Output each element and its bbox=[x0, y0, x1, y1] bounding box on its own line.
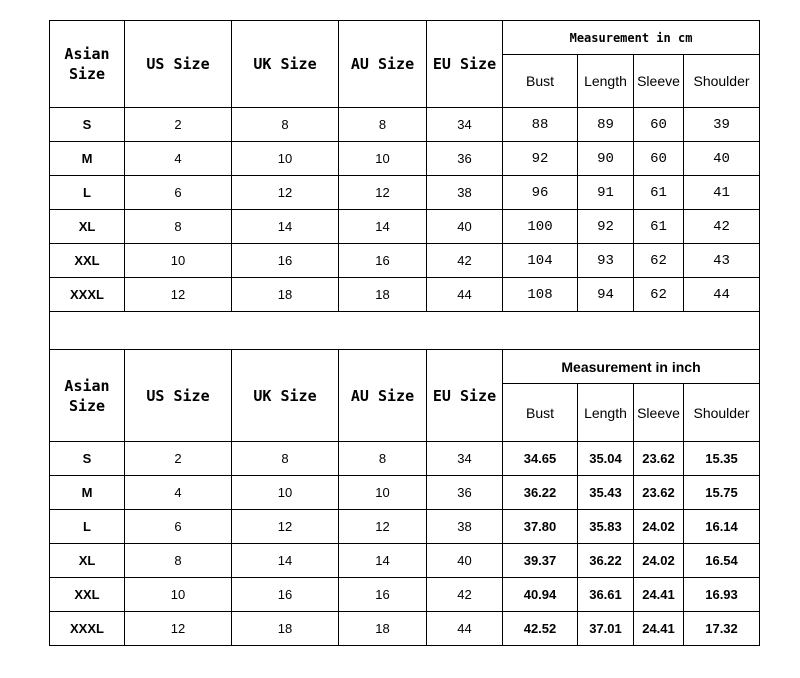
cell-eu-size: 34 bbox=[427, 442, 503, 476]
cell-shoulder: 39 bbox=[684, 108, 760, 142]
cell-us-size: 10 bbox=[125, 244, 232, 278]
cell-asian-size: XXL bbox=[50, 578, 125, 612]
header-measurement-cm: Measurement in cm bbox=[503, 21, 760, 55]
cell-us-size: 8 bbox=[125, 210, 232, 244]
cell-sleeve: 23.62 bbox=[634, 476, 684, 510]
cell-us-size: 12 bbox=[125, 278, 232, 312]
cell-shoulder: 43 bbox=[684, 244, 760, 278]
header-shoulder: Shoulder bbox=[684, 55, 760, 108]
cell-asian-size: M bbox=[50, 142, 125, 176]
cell-sleeve: 24.02 bbox=[634, 510, 684, 544]
table-row bbox=[50, 510, 760, 544]
cell-bust: 42.52 bbox=[503, 612, 578, 646]
cell-shoulder: 44 bbox=[684, 278, 760, 312]
cell-us-size: 4 bbox=[125, 142, 232, 176]
cell-length: 36.22 bbox=[578, 544, 634, 578]
header-shoulder: Shoulder bbox=[684, 384, 760, 442]
header-uk-size: UK Size bbox=[232, 350, 339, 442]
cell-eu-size: 38 bbox=[427, 510, 503, 544]
cell-asian-size: S bbox=[50, 108, 125, 142]
cell-au-size: 10 bbox=[339, 476, 427, 510]
cell-sleeve: 24.02 bbox=[634, 544, 684, 578]
cell-sleeve: 62 bbox=[634, 244, 684, 278]
cell-sleeve: 61 bbox=[634, 176, 684, 210]
header-asian-size bbox=[50, 350, 125, 442]
cell-length: 36.61 bbox=[578, 578, 634, 612]
cell-us-size: 8 bbox=[125, 544, 232, 578]
cell-shoulder: 42 bbox=[684, 210, 760, 244]
cell-uk-size: 18 bbox=[232, 278, 339, 312]
cell-eu-size: 40 bbox=[427, 544, 503, 578]
cell-eu-size: 44 bbox=[427, 278, 503, 312]
cell-shoulder: 15.35 bbox=[684, 442, 760, 476]
cm-header-row-1 bbox=[50, 21, 760, 55]
cell-length: 94 bbox=[578, 278, 634, 312]
cell-bust: 37.80 bbox=[503, 510, 578, 544]
cell-length: 90 bbox=[578, 142, 634, 176]
cell-length: 35.83 bbox=[578, 510, 634, 544]
cell-us-size: 6 bbox=[125, 510, 232, 544]
header-sleeve: Sleeve bbox=[634, 384, 684, 442]
cell-au-size: 8 bbox=[339, 442, 427, 476]
table-row bbox=[50, 108, 760, 142]
cell-bust: 92 bbox=[503, 142, 578, 176]
header-length: Length bbox=[578, 384, 634, 442]
header-sleeve: Sleeve bbox=[634, 55, 684, 108]
table-row bbox=[50, 612, 760, 646]
cell-asian-size: S bbox=[50, 442, 125, 476]
cell-uk-size: 14 bbox=[232, 210, 339, 244]
cell-sleeve: 24.41 bbox=[634, 612, 684, 646]
header-us-size: US Size bbox=[125, 350, 232, 442]
inch-header-row-1 bbox=[50, 350, 760, 384]
cell-asian-size: L bbox=[50, 510, 125, 544]
cell-sleeve: 24.41 bbox=[634, 578, 684, 612]
cell-bust: 88 bbox=[503, 108, 578, 142]
cell-length: 89 bbox=[578, 108, 634, 142]
header-asian-size-line2: Size bbox=[68, 65, 106, 83]
table-row bbox=[50, 544, 760, 578]
cell-sleeve: 60 bbox=[634, 108, 684, 142]
cell-uk-size: 8 bbox=[232, 108, 339, 142]
cell-uk-size: 12 bbox=[232, 176, 339, 210]
cell-us-size: 10 bbox=[125, 578, 232, 612]
cell-bust: 108 bbox=[503, 278, 578, 312]
cell-uk-size: 16 bbox=[232, 578, 339, 612]
cell-bust: 40.94 bbox=[503, 578, 578, 612]
cell-au-size: 16 bbox=[339, 244, 427, 278]
cell-au-size: 18 bbox=[339, 278, 427, 312]
cell-au-size: 10 bbox=[339, 142, 427, 176]
cell-bust: 100 bbox=[503, 210, 578, 244]
cell-au-size: 12 bbox=[339, 510, 427, 544]
cell-length: 35.04 bbox=[578, 442, 634, 476]
header-uk-size: UK Size bbox=[232, 21, 339, 108]
cell-bust: 36.22 bbox=[503, 476, 578, 510]
table-row bbox=[50, 176, 760, 210]
cell-shoulder: 41 bbox=[684, 176, 760, 210]
cell-eu-size: 38 bbox=[427, 176, 503, 210]
cell-bust: 34.65 bbox=[503, 442, 578, 476]
cell-uk-size: 10 bbox=[232, 142, 339, 176]
cell-uk-size: 12 bbox=[232, 510, 339, 544]
cell-asian-size: XXL bbox=[50, 244, 125, 278]
header-eu-size: EU Size bbox=[427, 350, 503, 442]
cell-us-size: 2 bbox=[125, 108, 232, 142]
cell-eu-size: 36 bbox=[427, 142, 503, 176]
header-asian-size-line1: Asian bbox=[64, 45, 110, 63]
cell-us-size: 6 bbox=[125, 176, 232, 210]
header-measurement-inch: Measurement in inch bbox=[503, 350, 760, 384]
table-spacer-row bbox=[50, 312, 760, 350]
cell-shoulder: 40 bbox=[684, 142, 760, 176]
table-row bbox=[50, 442, 760, 476]
cell-length: 93 bbox=[578, 244, 634, 278]
header-us-size: US Size bbox=[125, 21, 232, 108]
cell-eu-size: 40 bbox=[427, 210, 503, 244]
table-row bbox=[50, 210, 760, 244]
cell-au-size: 14 bbox=[339, 544, 427, 578]
cell-eu-size: 42 bbox=[427, 578, 503, 612]
header-bust: Bust bbox=[503, 55, 578, 108]
cell-us-size: 2 bbox=[125, 442, 232, 476]
cell-asian-size: XL bbox=[50, 210, 125, 244]
header-length: Length bbox=[578, 55, 634, 108]
cell-uk-size: 10 bbox=[232, 476, 339, 510]
cell-length: 91 bbox=[578, 176, 634, 210]
header-au-size: AU Size bbox=[339, 21, 427, 108]
cell-shoulder: 16.93 bbox=[684, 578, 760, 612]
cell-length: 92 bbox=[578, 210, 634, 244]
cell-asian-size: L bbox=[50, 176, 125, 210]
cell-us-size: 4 bbox=[125, 476, 232, 510]
table-row bbox=[50, 278, 760, 312]
header-au-size: AU Size bbox=[339, 350, 427, 442]
cell-au-size: 8 bbox=[339, 108, 427, 142]
cell-au-size: 12 bbox=[339, 176, 427, 210]
cell-shoulder: 17.32 bbox=[684, 612, 760, 646]
header-asian-size bbox=[50, 21, 125, 108]
cell-au-size: 14 bbox=[339, 210, 427, 244]
cell-length: 37.01 bbox=[578, 612, 634, 646]
cell-eu-size: 44 bbox=[427, 612, 503, 646]
table-row bbox=[50, 476, 760, 510]
table-row bbox=[50, 244, 760, 278]
header-eu-size: EU Size bbox=[427, 21, 503, 108]
cell-sleeve: 60 bbox=[634, 142, 684, 176]
cell-sleeve: 61 bbox=[634, 210, 684, 244]
cell-uk-size: 16 bbox=[232, 244, 339, 278]
table-row bbox=[50, 142, 760, 176]
table-spacer bbox=[50, 312, 760, 350]
cell-uk-size: 18 bbox=[232, 612, 339, 646]
cell-uk-size: 8 bbox=[232, 442, 339, 476]
cell-shoulder: 15.75 bbox=[684, 476, 760, 510]
table-row bbox=[50, 578, 760, 612]
cell-eu-size: 42 bbox=[427, 244, 503, 278]
cell-asian-size: M bbox=[50, 476, 125, 510]
header-asian-size-line1: Asian bbox=[64, 376, 110, 395]
cell-sleeve: 62 bbox=[634, 278, 684, 312]
cell-sleeve: 23.62 bbox=[634, 442, 684, 476]
cell-bust: 96 bbox=[503, 176, 578, 210]
cell-eu-size: 36 bbox=[427, 476, 503, 510]
cell-shoulder: 16.54 bbox=[684, 544, 760, 578]
header-asian-size-line2: Size bbox=[68, 396, 106, 415]
cell-asian-size: XXXL bbox=[50, 612, 125, 646]
size-chart-table bbox=[49, 20, 760, 646]
cell-eu-size: 34 bbox=[427, 108, 503, 142]
cell-au-size: 18 bbox=[339, 612, 427, 646]
cell-us-size: 12 bbox=[125, 612, 232, 646]
cell-length: 35.43 bbox=[578, 476, 634, 510]
header-bust: Bust bbox=[503, 384, 578, 442]
cell-bust: 104 bbox=[503, 244, 578, 278]
cell-asian-size: XXXL bbox=[50, 278, 125, 312]
cell-uk-size: 14 bbox=[232, 544, 339, 578]
cell-asian-size: XL bbox=[50, 544, 125, 578]
cell-shoulder: 16.14 bbox=[684, 510, 760, 544]
cell-bust: 39.37 bbox=[503, 544, 578, 578]
cell-au-size: 16 bbox=[339, 578, 427, 612]
